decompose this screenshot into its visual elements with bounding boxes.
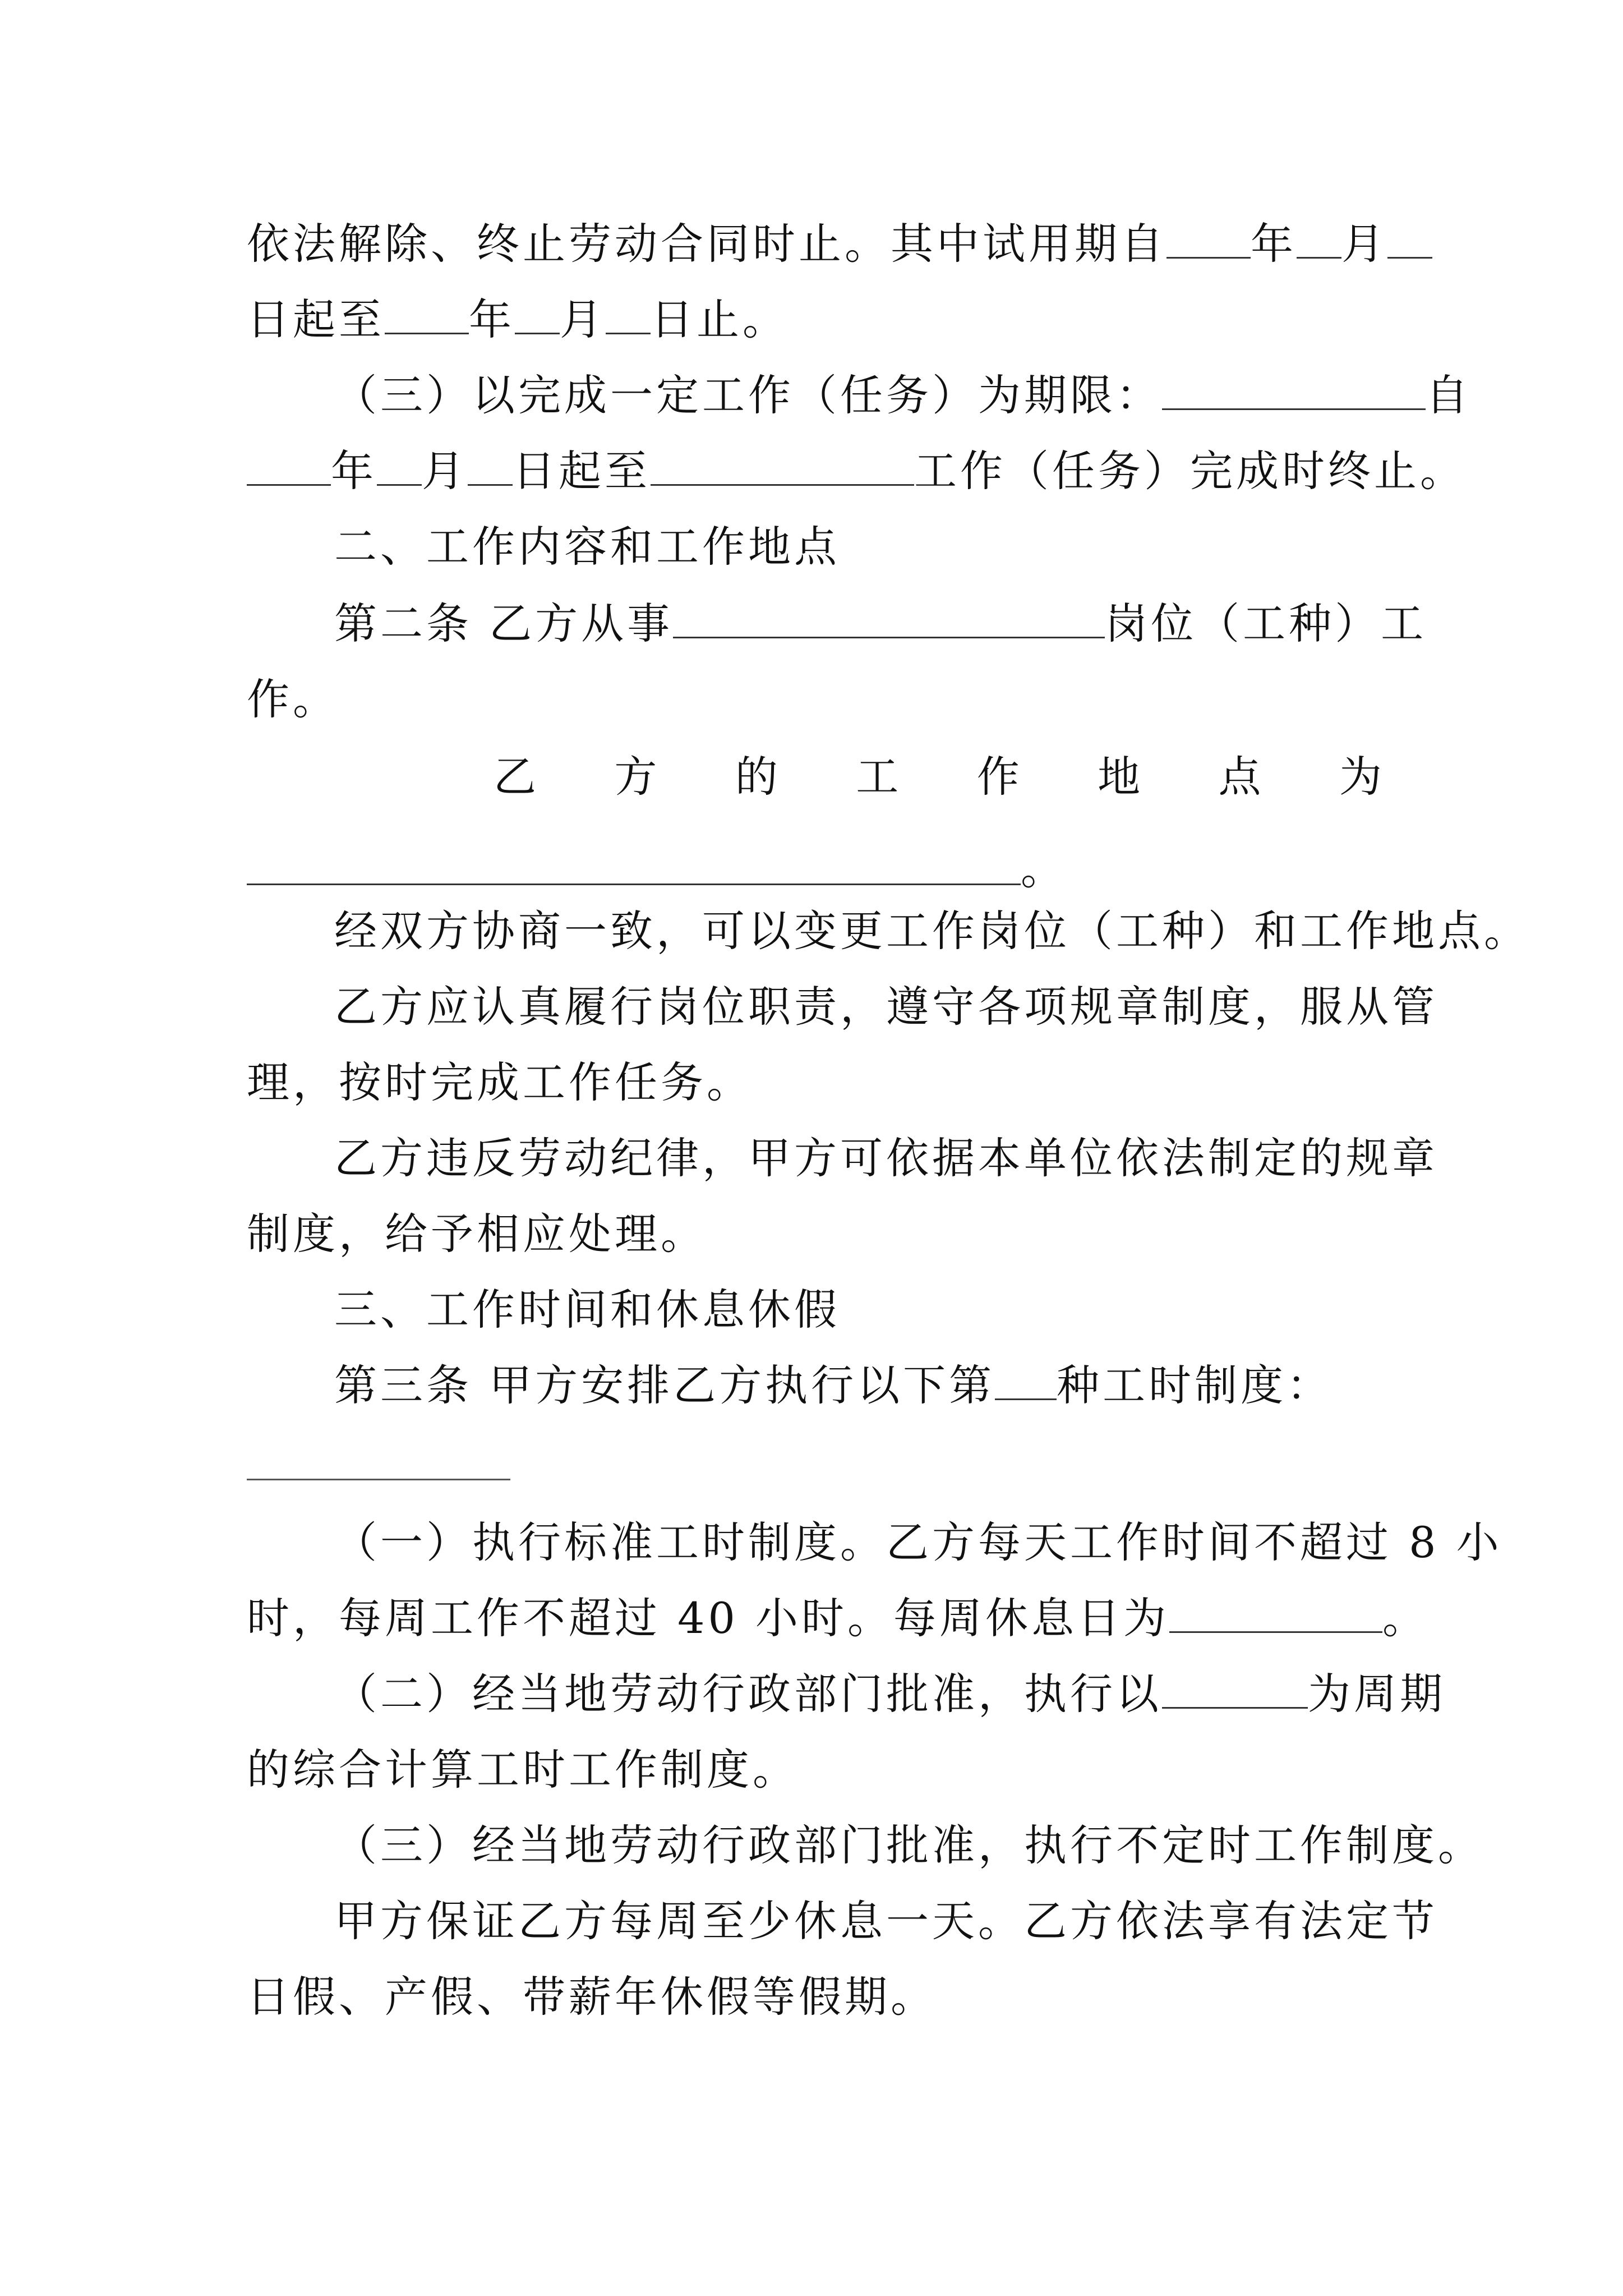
text: 岗位（工种）工 bbox=[1105, 599, 1427, 648]
char: 作 bbox=[976, 752, 1023, 802]
text: 第二条 乙方从事 bbox=[334, 599, 674, 648]
text: 工作（任务）完成时终止。 bbox=[914, 446, 1466, 496]
text-line: 乙方违反劳动纪律，甲方可依据本单位依法制定的规章 bbox=[334, 1133, 1438, 1183]
text-line: 甲方保证乙方每周至少休息一天。乙方依法享有法定节 bbox=[334, 1896, 1438, 1946]
blank-field bbox=[606, 293, 651, 334]
blank-field bbox=[651, 445, 914, 486]
blank-field bbox=[247, 1479, 510, 1480]
blank-field bbox=[515, 293, 560, 334]
text-line: 日假、产假、带薪年休假等假期。 bbox=[247, 1972, 937, 2022]
text: 年 bbox=[331, 446, 377, 496]
text: 日止。 bbox=[651, 295, 789, 344]
blank-field bbox=[385, 293, 469, 334]
blank-field bbox=[1297, 218, 1341, 259]
blank-field bbox=[1169, 1592, 1382, 1633]
text-line bbox=[247, 443, 1466, 499]
blank-field bbox=[247, 884, 1021, 885]
char: 方 bbox=[614, 752, 661, 802]
text-line bbox=[247, 216, 1385, 272]
text-line: 。 bbox=[1021, 844, 1067, 894]
text-line bbox=[334, 596, 1427, 652]
blank-field bbox=[1166, 218, 1251, 259]
text: （三）以完成一定工作（任务）为期限： bbox=[334, 370, 1162, 420]
blank-field bbox=[1162, 369, 1426, 410]
text: （二）经当地劳动行政部门批准，执行以 bbox=[334, 1669, 1162, 1719]
text: 日起至 bbox=[247, 295, 385, 344]
text-line: （一）执行标准工时制度。乙方每天工作时间不超过 8 小 bbox=[334, 1517, 1502, 1567]
text: 第三条 甲方安排乙方执行以下第 bbox=[334, 1360, 995, 1410]
text-line: 的综合计算工时工作制度。 bbox=[247, 1745, 799, 1795]
char: 的 bbox=[735, 752, 781, 802]
section-heading: 三、工作时间和休息休假 bbox=[334, 1285, 840, 1335]
blank-field bbox=[1162, 1668, 1308, 1709]
text: 月 bbox=[422, 446, 468, 496]
blank-field bbox=[1387, 218, 1432, 259]
blank-field bbox=[377, 445, 422, 486]
text: 月 bbox=[1341, 219, 1387, 269]
section-heading: 二、工作内容和工作地点 bbox=[334, 522, 840, 572]
char: 乙 bbox=[494, 752, 540, 802]
text: 时，每周工作不超过 40 小时。每周休息日为 bbox=[247, 1593, 1170, 1643]
text-line: 作。 bbox=[247, 674, 339, 724]
text-line bbox=[334, 1358, 1385, 1414]
blank-field bbox=[995, 1359, 1057, 1400]
text-line bbox=[334, 367, 1472, 424]
text: 种工时制度： bbox=[1057, 1360, 1333, 1410]
text: 年 bbox=[469, 295, 515, 344]
text-line: 乙方应认真履行岗位职责，遵守各项规章制度，服从管 bbox=[334, 982, 1438, 1032]
text-line bbox=[247, 292, 1385, 348]
text-line bbox=[247, 1590, 1429, 1646]
text-line bbox=[334, 1666, 1446, 1722]
text: 月 bbox=[560, 295, 606, 344]
text-line: （三）经当地劳动行政部门批准，执行不定时工作制度。 bbox=[334, 1820, 1484, 1870]
text: 年 bbox=[1251, 219, 1297, 269]
blank-field bbox=[673, 597, 1105, 638]
char: 工 bbox=[856, 752, 902, 802]
text-line: 经双方协商一致，可以变更工作岗位（工种）和工作地点。 bbox=[334, 906, 1530, 956]
text: 为周期 bbox=[1308, 1669, 1446, 1719]
spread-text-line bbox=[494, 749, 1385, 805]
blank-field bbox=[468, 445, 513, 486]
text-line: 制度，给予相应处理。 bbox=[247, 1209, 707, 1259]
text: 自 bbox=[1426, 370, 1472, 420]
char: 点 bbox=[1218, 752, 1265, 802]
text: 。 bbox=[1382, 1593, 1429, 1643]
text: 依法解除、终止劳动合同时止。其中试用期自 bbox=[247, 219, 1166, 269]
text: 日起至 bbox=[513, 446, 651, 496]
char: 地 bbox=[1098, 752, 1144, 802]
char: 为 bbox=[1339, 752, 1385, 802]
text-line: 理，按时完成工作任务。 bbox=[247, 1057, 753, 1107]
blank-field bbox=[247, 445, 331, 486]
